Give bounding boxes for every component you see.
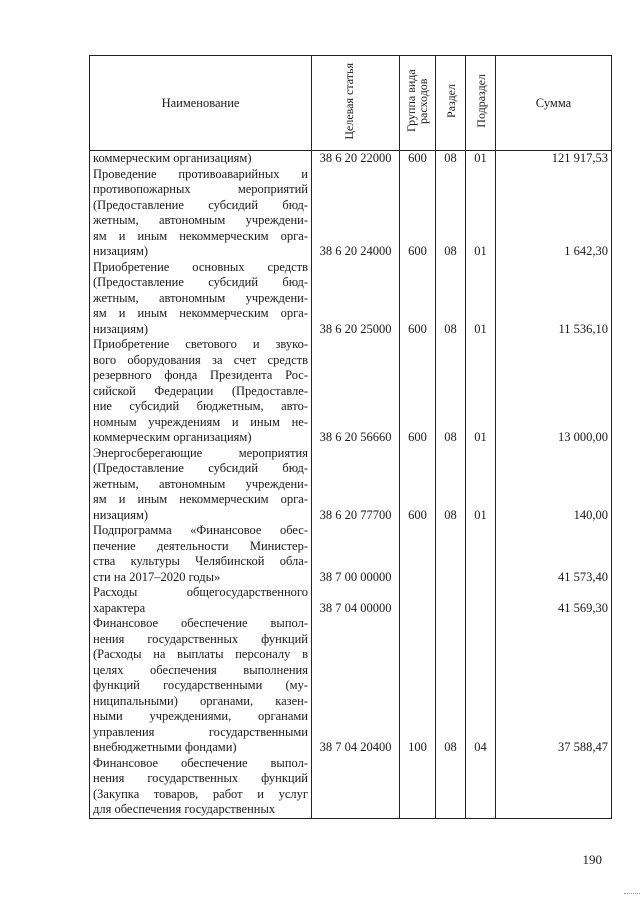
header-section: Раздел [436,56,466,151]
row-amount: 121 917,53 [496,151,612,167]
row-name-line: внебюджетными фондами) [93,740,237,754]
row-name-line: коммерческим организациям) [93,430,252,444]
table-body [90,151,612,819]
row-section: 08 [436,446,466,524]
row-subsection [466,756,496,819]
row-name-line: (Закупка товаров, работ и услуг [93,786,308,801]
row-name-line: Приобретение основных средств [93,259,308,274]
header-name: Наименование [90,56,312,151]
table-row [90,616,612,756]
scan-edge-mark [624,893,640,895]
row-amount: 41 573,40 [496,523,612,585]
row-subsection [466,523,496,585]
row-name [90,756,312,819]
row-section: 08 [436,151,466,167]
row-name-line: для обеспечения государственных [93,802,276,816]
table-row [90,585,612,616]
row-name-line: Подпрограмма «Финансовое обес- [93,523,308,537]
row-name-line: печение деятельности Министер- [93,538,308,553]
row-name-line: жетным, автономным учреждени- [93,213,308,227]
row-expense-group: 600 [400,167,436,260]
row-name-line: ям и иным некоммерческим орга- [93,306,308,320]
row-target-article: 38 6 20 56660 [312,337,400,446]
row-name [90,446,312,524]
row-name-line: нения государственных функций [93,771,308,785]
row-name-line: ние субсидий бюджетным, авто- [93,399,308,413]
row-name [90,167,312,260]
row-name [90,151,312,167]
row-name-line: низациям) [93,507,149,522]
row-name [90,523,312,585]
row-amount [496,756,612,819]
row-expense-group: 600 [400,151,436,167]
table-row [90,446,612,524]
row-expense-group: 600 [400,446,436,524]
row-section [436,756,466,819]
table-row [90,523,612,585]
row-name-line: Финансовое обеспечение выпол- [93,755,308,770]
row-name-line: Приобретение светового и звуко- [93,337,308,351]
row-name-line: жетным, автономным учреждени- [93,476,308,491]
row-name-line: (Предоставление субсидий бюд- [93,461,308,475]
row-name [90,260,312,338]
row-name-line: жетным, автономным учреждени- [93,290,308,305]
row-target-article: 38 6 20 25000 [312,260,400,338]
row-name-line: коммерческим организациям) [93,151,252,165]
row-target-article: 38 6 20 77700 [312,446,400,524]
row-target-article: 38 7 04 20400 [312,616,400,756]
row-subsection: 01 [466,151,496,167]
row-name-line: низациям) [93,321,149,336]
row-target-article: 38 7 04 00000 [312,585,400,616]
row-section: 08 [436,337,466,446]
row-name-line: управления государственными [93,724,308,739]
page-number: 190 [582,852,602,867]
row-expense-group: 600 [400,260,436,338]
row-name-line: ниципальными) органами, казен- [93,693,308,708]
row-section: 08 [436,167,466,260]
row-name-line: вого оборудования за счет средств [93,352,308,367]
row-expense-group [400,523,436,585]
row-expense-group [400,585,436,616]
row-subsection [466,585,496,616]
row-subsection: 01 [466,167,496,260]
row-name-line: (Предоставление субсидий бюд- [93,197,308,212]
row-amount: 13 000,00 [496,337,612,446]
row-name-line: (Расходы на выплаты персоналу в [93,647,308,661]
row-subsection: 01 [466,337,496,446]
row-subsection: 04 [466,616,496,756]
row-section: 08 [436,260,466,338]
row-name-line: Проведение противоаварийных и [93,166,308,181]
row-name-line: сийской Федерации (Предоставле- [93,383,308,398]
row-section: 08 [436,616,466,756]
header-expense-group: Группа вида расходов [400,56,436,151]
row-target-article: 38 6 20 24000 [312,167,400,260]
row-name-line: (Предоставление субсидий бюд- [93,275,308,289]
header-subsection: Подраздел [466,56,496,151]
row-amount: 140,00 [496,446,612,524]
row-target-article: 38 6 20 22000 [312,151,400,167]
row-name-line: ям и иным некоммерческим орга- [93,228,308,243]
row-name-line: нения государственных функций [93,631,308,646]
row-name-line: функций государственными (му- [93,678,308,692]
row-name-line: противопожарных мероприятий [93,182,308,196]
row-name-line: ям и иным некоммерческим орга- [93,492,308,506]
row-name-line: низациям) [93,244,149,258]
row-name [90,616,312,756]
row-expense-group: 600 [400,337,436,446]
budget-table [89,55,612,819]
row-amount: 1 642,30 [496,167,612,260]
row-name-line: Расходы общегосударственного [93,585,308,599]
row-section [436,523,466,585]
row-target-article [312,756,400,819]
row-name-line: характера [93,600,146,615]
table-header-row [90,56,612,151]
row-target-article: 38 7 00 00000 [312,523,400,585]
row-amount: 41 569,30 [496,585,612,616]
row-name-line: ными учреждениями, органами [93,709,308,723]
header-target-article: Целевая статья [312,56,400,151]
row-name-line: Финансовое обеспечение выпол- [93,616,308,630]
row-name-line: резервного фонда Президента Рос- [93,368,308,382]
row-amount: 11 536,10 [496,260,612,338]
row-name [90,585,312,616]
row-name-line: номным учреждениям и иным не- [93,414,308,429]
table-row [90,167,612,260]
header-amount: Сумма [496,56,612,151]
table-row [90,337,612,446]
row-expense-group: 100 [400,616,436,756]
row-section [436,585,466,616]
row-amount: 37 588,47 [496,616,612,756]
row-name [90,337,312,446]
table-row [90,756,612,819]
row-name-line: целях обеспечения выполнения [93,662,308,677]
row-subsection: 01 [466,260,496,338]
row-subsection: 01 [466,446,496,524]
row-name-line: Энергосберегающие мероприятия [93,445,308,460]
table-row [90,151,612,167]
table-row [90,260,612,338]
row-name-line: сти на 2017–2020 годы» [93,569,221,584]
row-expense-group [400,756,436,819]
row-name-line: ства культуры Челябинской обла- [93,554,308,568]
